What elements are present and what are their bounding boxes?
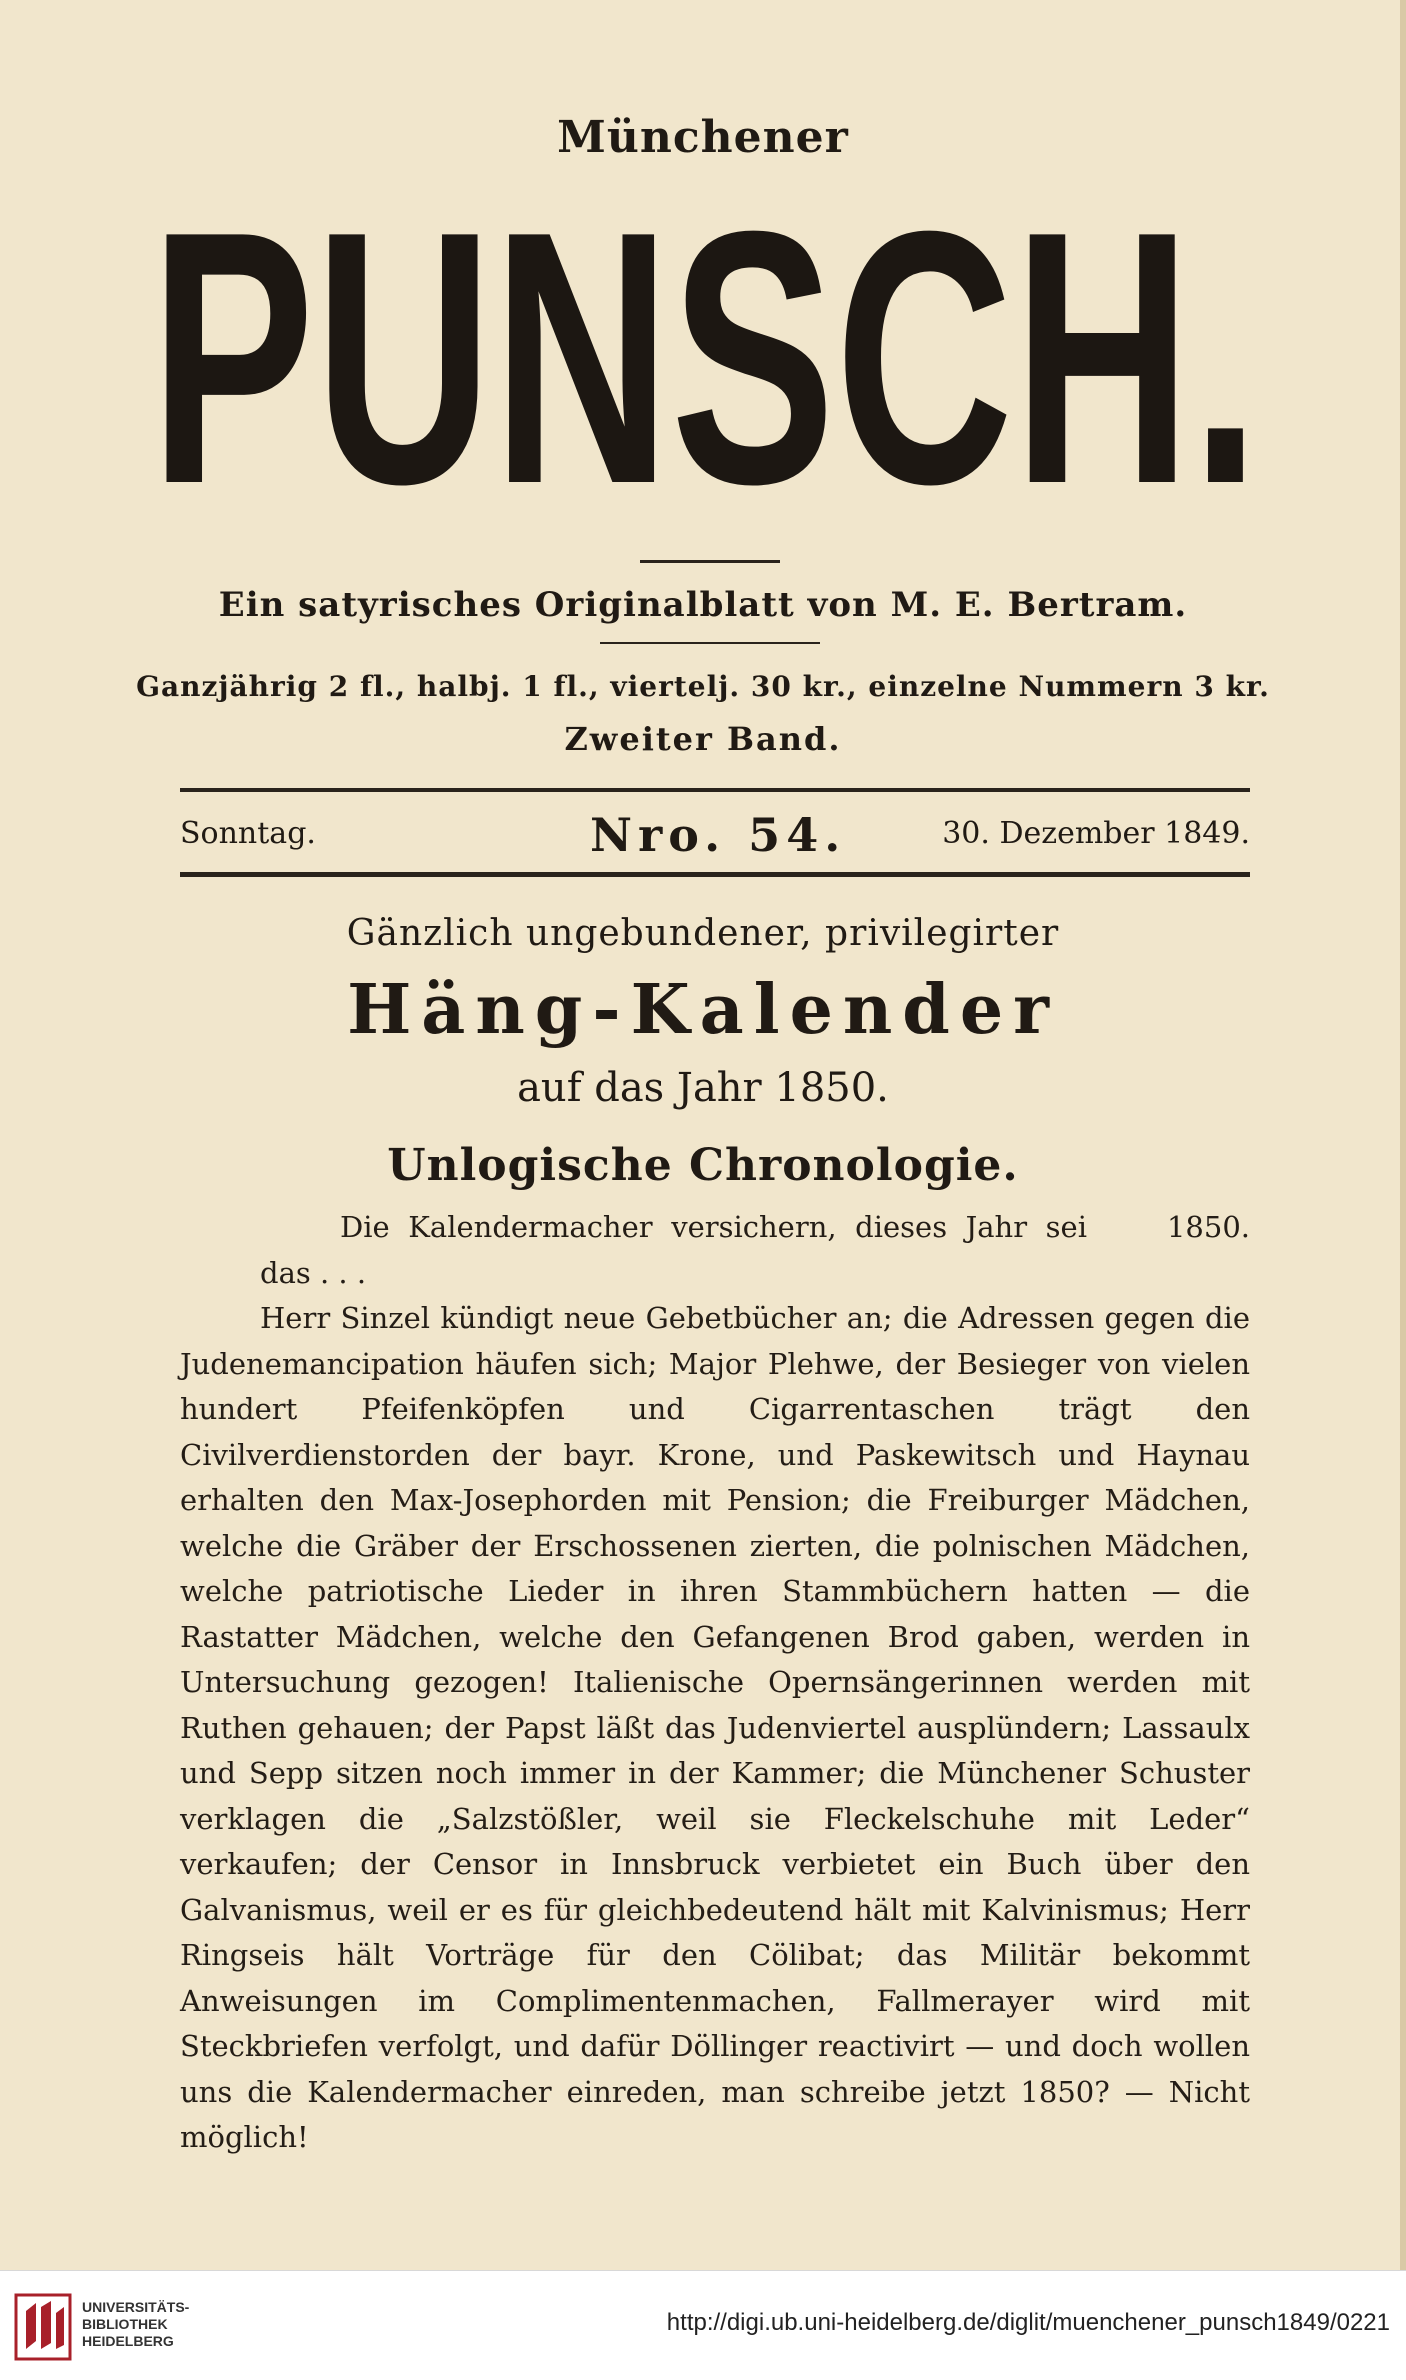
heading-title: Häng-Kalender: [347, 970, 1059, 1050]
heading-line-3: auf das Jahr 1850.: [517, 1065, 889, 1111]
university-logo-icon: [14, 2293, 72, 2361]
issue-day: Sonntag.: [180, 816, 316, 851]
volume-label: Zweiter Band.: [564, 720, 842, 758]
footer-bar: [0, 2270, 1406, 2380]
heading-line-1: Gänzlich ungebundener, privilegirter: [346, 913, 1060, 954]
masthead-subtitle: Ein satyrisches Originalblatt von M. E. Bertram.: [218, 585, 1188, 625]
subscription-prices: Ganzjährig 2 fl., halbj. 1 fl., viertelj. 30 kr., einzelne Nummern 3 kr.: [136, 670, 1270, 703]
library-name: [82, 2299, 189, 2350]
masthead-top-title: Münchener: [557, 112, 849, 163]
first-line-year: 1850.: [1166, 1210, 1250, 1244]
masthead-title-text: PUNSCH.: [150, 168, 1260, 548]
article-subheading: Unlogische Chronologie.: [387, 1140, 1019, 1191]
issue-row: [180, 808, 1250, 862]
issue-rule-top: [180, 788, 1250, 792]
issue-rule-bottom: [180, 872, 1250, 877]
library-name-line-2: BIBLIOTHEK: [82, 2316, 168, 2332]
issue-number: Nro. 54.: [590, 808, 847, 862]
library-name-line-1: UNIVERSITÄTS-: [82, 2299, 190, 2315]
subtitle-divider: [600, 642, 820, 644]
issue-date: 30. Dezember 1849.: [942, 816, 1250, 851]
masthead-divider: [640, 560, 780, 563]
source-url-link[interactable]: http://digi.ub.uni-heidelberg.de/diglit/muenchener_punsch1849/0221: [666, 2309, 1390, 2336]
article-body: [180, 1205, 1250, 2161]
article-first-line: [180, 1205, 1250, 1296]
masthead-title: [150, 168, 1260, 548]
library-name-line-3: HEIDELBERG: [82, 2333, 174, 2349]
article-paragraph: Herr Sinzel kündigt neue Gebetbücher an; die Adressen gegen die Judenemancipation häufen sich; Major Plehwe, der Besieger von vielen hundert Pfeifenköpfen und Cigarrentaschen trägt den Civilverdienstorden der bayr. Krone, und Paskewitsch und Haynau erhalten den Max-Josephorden mit Pension; die Freiburger Mädchen, welche die Gräber der Erschossenen zierten, die polnischen Mädchen, welche patriotische Lieder in ihren Stammbüchern hatten — die Rastatter Mädchen, welche den Gefangenen Brod gaben, werden in Untersuchung gezogen! Italienische Opernsängerinnen werden mit Ruthen gehauen; der Papst läßt das Judenviertel ausplündern; Lassaulx und Sepp sitzen noch immer in der Kammer; die Münchener Schuster verklagen die „Salzstößler, weil sie Fleckelschuhe mit Leder“ verkaufen; der Censor in Innsbruck verbietet ein Buch über den Galvanismus, weil er es für gleichbedeutend hält mit Kalvinismus; Herr Ringseis hält Vorträge für den Cölibat; das Militär bekommt Anweisungen im Complimentenmachen, Fallmerayer wird mit Steckbriefen verfolgt, und dafür Döllinger reactivirt — und doch wollen uns die Kalendermacher einreden, man schreibe jetzt 1850? — Nicht möglich!: [180, 1301, 1250, 2154]
first-line-text: Die Kalendermacher versichern, dieses Jahr sei das . . .: [260, 1210, 1087, 1290]
